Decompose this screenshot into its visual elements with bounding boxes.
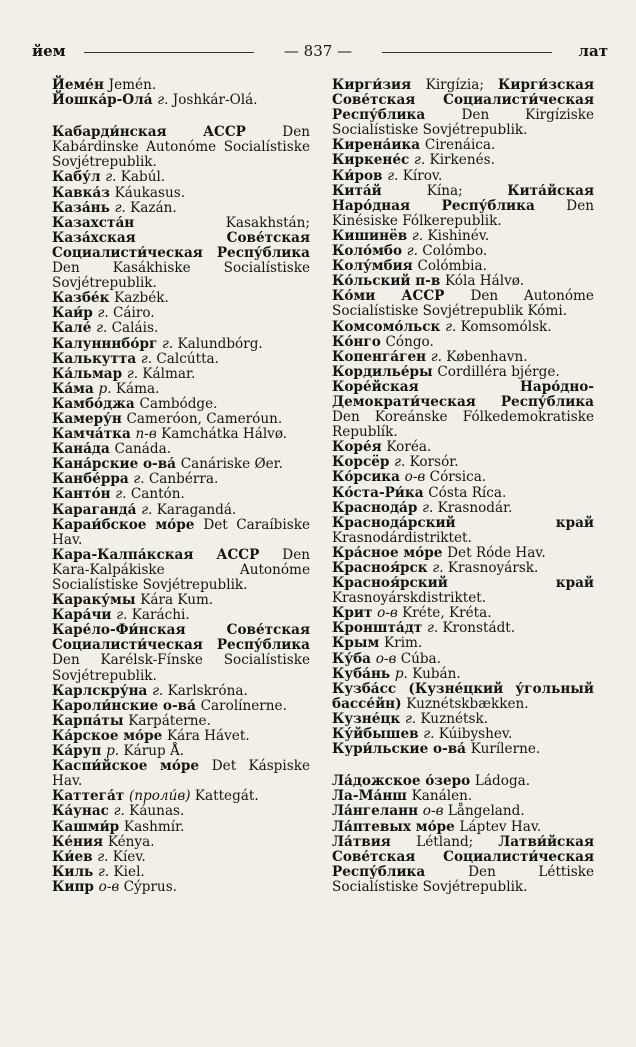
translation: Cameróon, Cameróun. bbox=[126, 410, 283, 427]
translation: Kanálen. bbox=[411, 788, 473, 805]
headword: Красноя́рск bbox=[332, 560, 433, 576]
dictionary-entry bbox=[52, 699, 310, 714]
translation: Kubán. bbox=[412, 665, 461, 682]
translation: Långeland. bbox=[447, 803, 525, 820]
dictionary-entry bbox=[52, 397, 310, 412]
dictionary-entry bbox=[52, 306, 310, 321]
grammar-label: г. bbox=[152, 682, 168, 699]
headword: Киркене́с bbox=[332, 152, 415, 169]
translation: Carolínerne. bbox=[200, 697, 287, 714]
dictionary-entry bbox=[332, 727, 594, 742]
translation: Krasnodár. bbox=[437, 499, 513, 516]
dictionary-entry bbox=[332, 138, 594, 153]
headword: Кана́рские о-ва́ bbox=[52, 456, 181, 473]
grammar-label: г. bbox=[141, 501, 157, 518]
headword: Ла-Ма́нш bbox=[332, 788, 412, 805]
headword: Каи́р bbox=[52, 305, 98, 322]
grammar-label: г. bbox=[406, 243, 423, 260]
translation: Canáriske Øer. bbox=[180, 456, 284, 473]
translation: Kuznétskbækken. bbox=[406, 695, 529, 712]
dictionary-entry bbox=[52, 789, 310, 804]
grammar-label: (проли́в) bbox=[128, 788, 195, 805]
translation: Koréa. bbox=[386, 439, 432, 456]
headword: Краснода́рский край bbox=[332, 514, 594, 531]
headword: Кана́да bbox=[52, 441, 115, 458]
grammar-label: г. bbox=[105, 169, 121, 186]
headword: Ку́йбышев bbox=[332, 726, 424, 743]
dictionary-entry bbox=[332, 320, 594, 335]
translation: Cúba. bbox=[400, 650, 441, 667]
dictionary-entry bbox=[52, 714, 310, 729]
grammar-label: г. bbox=[445, 318, 461, 335]
dictionary-entry bbox=[332, 546, 594, 561]
dictionary-entry bbox=[52, 216, 310, 291]
dictionary-entry bbox=[332, 274, 594, 289]
translation: Cýprus. bbox=[123, 878, 177, 895]
translation: Krim. bbox=[384, 635, 423, 652]
translation: Cambódge. bbox=[139, 395, 218, 412]
dictionary-entry bbox=[332, 365, 594, 380]
headword: Коре́йская Наро́дно-Демократи́ческая Респу́блика bbox=[332, 378, 594, 410]
dictionary-entry bbox=[332, 244, 594, 259]
translation: Kabúl. bbox=[120, 169, 166, 186]
dictionary-entry bbox=[332, 153, 594, 168]
dictionary-entry bbox=[52, 850, 310, 865]
grammar-label: г. bbox=[96, 320, 112, 337]
dictionary-entry bbox=[332, 184, 594, 229]
dictionary-entry bbox=[52, 684, 310, 699]
translation: Kishinév. bbox=[427, 227, 490, 244]
headword: Ла́птевых мо́ре bbox=[332, 818, 460, 835]
headword: Кирена́ика bbox=[332, 137, 425, 154]
dictionary-entry bbox=[332, 636, 594, 651]
translation: Kasakhstán; bbox=[225, 214, 310, 231]
translation: Kronstádt. bbox=[442, 620, 516, 637]
translation: Káunas. bbox=[129, 803, 185, 820]
grammar-label: г. bbox=[126, 365, 143, 382]
grammar-label: г. bbox=[404, 710, 421, 727]
grammar-label: о-в bbox=[404, 469, 430, 486]
dictionary-entry bbox=[52, 78, 310, 93]
section-gap bbox=[52, 108, 310, 125]
headword: Кипр bbox=[52, 878, 99, 895]
dictionary-entry bbox=[52, 804, 310, 819]
dictionary-entry bbox=[52, 503, 310, 518]
grammar-label: г. bbox=[426, 620, 443, 637]
grammar-label: г. bbox=[387, 167, 403, 184]
translation: Canáda. bbox=[114, 441, 172, 458]
translation: Korsór. bbox=[409, 454, 459, 471]
translation: Kína; bbox=[426, 182, 508, 199]
translation: Kalundbórg. bbox=[177, 335, 263, 352]
dictionary-entry bbox=[332, 440, 594, 455]
dictionary-entry bbox=[332, 380, 594, 440]
grammar-label: г. bbox=[115, 486, 131, 503]
translation: Kréte, Kréta. bbox=[402, 605, 492, 622]
dictionary-entry bbox=[52, 593, 310, 608]
translation: Jemén. bbox=[108, 77, 157, 93]
translation: Karpáterne. bbox=[128, 712, 211, 729]
headword: Ко́льский п-в bbox=[332, 273, 446, 290]
translation: Cóngo. bbox=[385, 333, 434, 350]
headword: Казахста́н bbox=[52, 214, 226, 231]
grammar-label: г. bbox=[411, 227, 428, 244]
headword: Колу́мбия bbox=[332, 258, 418, 275]
dictionary-entry bbox=[332, 804, 594, 819]
dictionary-entry bbox=[332, 576, 594, 606]
headword: Крым bbox=[332, 635, 385, 652]
headword: Камеру́н bbox=[52, 410, 127, 427]
headword: Кита́й bbox=[332, 182, 427, 199]
headword: Ки́ев bbox=[52, 848, 98, 865]
headword: Кишинёв bbox=[332, 227, 412, 244]
translation: Den Karélsk-Fínske Socialístiske Sovjétrepublik. bbox=[52, 652, 310, 684]
headword: Казбе́к bbox=[52, 290, 115, 307]
headword: Ка́льмар bbox=[52, 365, 127, 382]
headword: Карлскру́на bbox=[52, 682, 153, 699]
dictionary-entry bbox=[332, 742, 594, 757]
dictionary-entry bbox=[52, 125, 310, 170]
headword: Ла́твия bbox=[332, 833, 417, 850]
running-head-left: йем bbox=[32, 42, 66, 60]
translation: Den Kinésiske Fólkerepublik. bbox=[332, 197, 594, 229]
dictionary-entry bbox=[332, 652, 594, 667]
headword: Кара́чи bbox=[52, 607, 117, 624]
headword: Кавка́з bbox=[52, 184, 115, 201]
headword: Канбе́рра bbox=[52, 471, 134, 488]
grammar-label: г. bbox=[97, 848, 113, 865]
translation: Det Róde Hav. bbox=[447, 544, 546, 561]
headword: Кузба́сс (Кузне́цкий у́гольный бассе́йн) bbox=[332, 680, 594, 712]
translation: Karlskróna. bbox=[167, 682, 248, 699]
dictionary-entry bbox=[332, 820, 594, 835]
headword: Кирги́зская Сове́тская Социалисти́ческая Респу́блика bbox=[332, 77, 594, 124]
dictionary-entry bbox=[52, 820, 310, 835]
dictionary-entry bbox=[52, 442, 310, 457]
headword: Канто́н bbox=[52, 486, 116, 503]
translation: Colómbo. bbox=[422, 243, 488, 260]
translation: Cósta Ríca. bbox=[428, 484, 507, 501]
translation: Joshkár-Olá. bbox=[172, 92, 258, 109]
dictionary-entry bbox=[52, 337, 310, 352]
translation: Kazán. bbox=[130, 199, 177, 216]
headword: Ко́рсика bbox=[332, 469, 405, 486]
dictionary-entry bbox=[52, 412, 310, 427]
dictionary-entry bbox=[52, 608, 310, 623]
dictionary-entry bbox=[332, 259, 594, 274]
headword: Кра́сное мо́ре bbox=[332, 544, 448, 561]
translation: Karáchi. bbox=[131, 607, 190, 624]
headword: Йеме́н bbox=[52, 77, 109, 93]
dictionary-entry bbox=[332, 78, 594, 138]
translation: Kúibyshev. bbox=[438, 726, 513, 743]
headword: Крит bbox=[332, 605, 378, 622]
dictionary-entry bbox=[52, 548, 310, 593]
translation: Kattegát. bbox=[194, 788, 259, 805]
translation: Kárup Å. bbox=[123, 743, 185, 760]
dictionary-entry bbox=[332, 606, 594, 621]
translation: Kashmír. bbox=[123, 818, 185, 835]
dictionary-entry bbox=[332, 455, 594, 470]
grammar-label: р. bbox=[394, 665, 413, 682]
translation: Kóla Hálvø. bbox=[445, 273, 525, 290]
headword: Ку́ба bbox=[332, 650, 376, 667]
dictionary-entry bbox=[332, 229, 594, 244]
translation: Cirenáica. bbox=[424, 137, 496, 154]
headword: Комсомо́льск bbox=[332, 318, 446, 335]
translation: Káukasus. bbox=[114, 184, 186, 201]
dictionary-entry bbox=[332, 621, 594, 636]
translation: København. bbox=[446, 348, 528, 365]
headword: Ла́нгеланн bbox=[332, 803, 423, 820]
dictionary-entry bbox=[332, 335, 594, 350]
headword: Ка́ма bbox=[52, 380, 99, 397]
translation: Cáiro. bbox=[113, 305, 155, 322]
translation: Den Kirgíziske Socialístiske Sovjétrepublik. bbox=[332, 107, 594, 139]
grammar-label: р. bbox=[106, 743, 124, 760]
dictionary-entry bbox=[332, 516, 594, 546]
translation: Ládoga. bbox=[474, 773, 531, 790]
headword: Кале́ bbox=[52, 320, 97, 337]
dictionary-entry bbox=[52, 457, 310, 472]
headword: Кита́йская Наро́дная Респу́блика bbox=[332, 182, 595, 214]
dictionary-entry bbox=[332, 169, 594, 184]
grammar-label: о-в bbox=[375, 650, 401, 667]
grammar-label: о-в bbox=[422, 803, 448, 820]
dictionary-entry bbox=[332, 486, 594, 501]
headword: Ко́нго bbox=[332, 333, 386, 350]
headword: Коло́мбо bbox=[332, 243, 407, 260]
headword: Калькутта bbox=[52, 350, 141, 367]
headword: Ка́рское мо́ре bbox=[52, 727, 167, 744]
grammar-label: п-в bbox=[135, 426, 162, 443]
translation: Krasnodárdistriktet. bbox=[332, 529, 472, 546]
grammar-label: г. bbox=[422, 499, 438, 516]
translation: Kára Kum. bbox=[140, 592, 214, 609]
headword: Кабарди́нская АССР bbox=[52, 124, 283, 141]
headword: Ко́ста-Ри́ка bbox=[332, 484, 429, 501]
translation: Kírov. bbox=[402, 167, 443, 184]
dictionary-entry bbox=[332, 501, 594, 516]
grammar-label: г. bbox=[98, 863, 114, 880]
translation: Káma. bbox=[115, 380, 160, 397]
translation: Kazbék. bbox=[114, 290, 169, 307]
translation: Kurílerne. bbox=[470, 741, 541, 758]
dictionary-entry bbox=[332, 789, 594, 804]
dictionary-entry bbox=[52, 321, 310, 336]
page-number: — 837 — bbox=[283, 42, 353, 60]
headword: Кара-Калпа́кская АССР bbox=[52, 546, 283, 563]
dictionary-entry bbox=[52, 744, 310, 759]
headword: Ка́руп bbox=[52, 743, 107, 760]
grammar-label: г. bbox=[97, 305, 114, 322]
grammar-label: г. bbox=[133, 471, 149, 488]
headword: Караи́бское мо́ре bbox=[52, 516, 204, 533]
translation: Kuznétsk. bbox=[420, 710, 489, 727]
headword: Корсёр bbox=[332, 454, 395, 471]
headword: Каспи́йское мо́ре bbox=[52, 758, 212, 775]
headword: Карпа́ты bbox=[52, 712, 129, 729]
dictionary-entry bbox=[52, 93, 310, 108]
translation: Kirkenés. bbox=[429, 152, 495, 169]
dictionary-entry bbox=[332, 682, 594, 712]
running-head-right: лат bbox=[578, 42, 608, 60]
dictionary-entry bbox=[52, 759, 310, 789]
dictionary-entry bbox=[52, 472, 310, 487]
dictionary-entry bbox=[52, 518, 310, 548]
headword: Кроншта́дт bbox=[332, 620, 427, 637]
dictionary-entry bbox=[332, 835, 594, 895]
headword: Караганда́ bbox=[52, 501, 142, 518]
translation: Colómbia. bbox=[417, 258, 487, 275]
dictionary-entry bbox=[332, 470, 594, 485]
dictionary-entry bbox=[332, 667, 594, 682]
grammar-label: г. bbox=[414, 152, 430, 169]
dictionary-entry bbox=[52, 487, 310, 502]
translation: Kirgízia; bbox=[425, 77, 498, 93]
page-header bbox=[24, 42, 612, 64]
headword: Ке́ния bbox=[52, 833, 108, 850]
translation: Komsomólsk. bbox=[460, 318, 552, 335]
dictionary-entry bbox=[52, 865, 310, 880]
translation: Caláis. bbox=[111, 320, 159, 337]
headword: Караку́мы bbox=[52, 592, 141, 609]
header-rule-right bbox=[382, 52, 552, 53]
grammar-label: г. bbox=[423, 726, 439, 743]
headword: Ки́ров bbox=[332, 167, 388, 184]
headword: Кароли́нские о-ва́ bbox=[52, 697, 201, 714]
left-column bbox=[52, 78, 310, 895]
translation: Den Kasákhiske Socialístiske Sovjétrepublik. bbox=[52, 260, 310, 292]
dictionary-entry bbox=[52, 170, 310, 185]
dictionary-entry bbox=[332, 350, 594, 365]
right-column bbox=[332, 78, 594, 895]
dictionary-entry bbox=[52, 427, 310, 442]
grammar-label: г. bbox=[432, 560, 448, 576]
headword: Куба́нь bbox=[332, 665, 395, 682]
translation: Kénya. bbox=[107, 833, 155, 850]
dictionary-entry bbox=[332, 712, 594, 727]
headword: Камбо́джа bbox=[52, 395, 140, 412]
dictionary-entry bbox=[52, 729, 310, 744]
translation: Kálmar. bbox=[142, 365, 196, 382]
translation: Karagandá. bbox=[156, 501, 237, 518]
dictionary-entry bbox=[52, 291, 310, 306]
grammar-label: г. bbox=[113, 803, 130, 820]
dictionary-entry bbox=[52, 352, 310, 367]
dictionary-entry bbox=[52, 835, 310, 850]
grammar-label: о-в bbox=[377, 605, 403, 622]
dictionary-entry bbox=[52, 367, 310, 382]
headword: Калунннбо́рг bbox=[52, 335, 163, 352]
dictionary-entry bbox=[332, 289, 594, 319]
headword: Кордилье́ры bbox=[332, 363, 438, 380]
translation: Den Kabárdinske Autonóme Socialístiske Sovjétrepublik. bbox=[52, 124, 310, 171]
dictionary-entry bbox=[52, 201, 310, 216]
grammar-label: г. bbox=[430, 348, 447, 365]
translation: Canbérra. bbox=[148, 471, 219, 488]
headword: Кашми́р bbox=[52, 818, 124, 835]
headword: Коре́я bbox=[332, 439, 387, 456]
translation: Láptev Hav. bbox=[459, 818, 542, 835]
translation: Kíev. bbox=[112, 848, 146, 865]
headword: Киль bbox=[52, 863, 98, 880]
translation: Den Autonóme Socialístiske Sovjétrepublik Kómi. bbox=[332, 288, 594, 320]
dictionary-entry bbox=[52, 623, 310, 683]
translation: Cantón. bbox=[130, 486, 185, 503]
headword: Каза́нь bbox=[52, 199, 115, 216]
headword: Копенга́ген bbox=[332, 348, 431, 365]
grammar-label: р. bbox=[98, 380, 116, 397]
grammar-label: г. bbox=[116, 607, 132, 624]
headword: Краснода́р bbox=[332, 499, 423, 516]
headword: Кирги́зия bbox=[332, 77, 426, 93]
grammar-label: г. bbox=[157, 92, 173, 109]
translation: Kiel. bbox=[113, 863, 145, 880]
translation: Den Koreánske Fólkedemokratiske Republík. bbox=[332, 409, 594, 441]
grammar-label: г. bbox=[162, 335, 178, 352]
translation: Den Kara-Kalpákiske Autonóme Socialístiske Sovjétrepublik. bbox=[52, 546, 310, 593]
grammar-label: о-в bbox=[98, 878, 124, 895]
grammar-label: г. bbox=[140, 350, 157, 367]
headword: Кури́льские о-ва́ bbox=[332, 741, 471, 758]
headword: Кузне́цк bbox=[332, 710, 405, 727]
grammar-label: г. bbox=[114, 199, 131, 216]
dictionary-entry bbox=[332, 561, 594, 576]
translation: Krasnoyársk. bbox=[447, 560, 539, 576]
translation: Létland; bbox=[416, 833, 499, 850]
translation: Calcútta. bbox=[156, 350, 219, 367]
translation: Kára Hávet. bbox=[166, 727, 250, 744]
headword: Каре́ло-Фи́нская Сове́тская Социалисти́ческая Респу́блика bbox=[52, 622, 310, 654]
dictionary-entry bbox=[52, 880, 310, 895]
headword: Ла́дожское о́зеро bbox=[332, 773, 475, 790]
translation: Den Léttiske Socialístiske Sovjétrepublik. bbox=[332, 863, 594, 895]
headword: Камча́тка bbox=[52, 426, 136, 443]
headword: Каттега́т bbox=[52, 788, 129, 805]
headword: Каза́хская Сове́тская Социалисти́ческая Респу́блика bbox=[52, 229, 310, 261]
translation: Cordilléra bjérge. bbox=[437, 363, 560, 380]
headword: Йошка́р-Ола́ bbox=[52, 92, 158, 109]
section-gap bbox=[332, 757, 594, 774]
dictionary-entry bbox=[52, 382, 310, 397]
dictionary-entry bbox=[332, 774, 594, 789]
grammar-label: г. bbox=[394, 454, 410, 471]
translation: Kamchátka Hálvø. bbox=[161, 426, 288, 443]
translation: Det Káspiske Hav. bbox=[52, 758, 310, 790]
translation: Det Caraíbiske Hav. bbox=[52, 516, 310, 548]
translation: Córsica. bbox=[429, 469, 487, 486]
dictionary-entry bbox=[52, 186, 310, 201]
headword: Латви́йская Сове́тская Социалисти́ческая Респу́блика bbox=[332, 833, 594, 880]
headword: Ко́ми АССР bbox=[332, 288, 471, 305]
headword: Ка́унас bbox=[52, 803, 114, 820]
headword: Красноя́рский край bbox=[332, 575, 594, 592]
translation: Krasnoyárskdistriktet. bbox=[332, 590, 487, 607]
headword: Кабу́л bbox=[52, 169, 106, 186]
